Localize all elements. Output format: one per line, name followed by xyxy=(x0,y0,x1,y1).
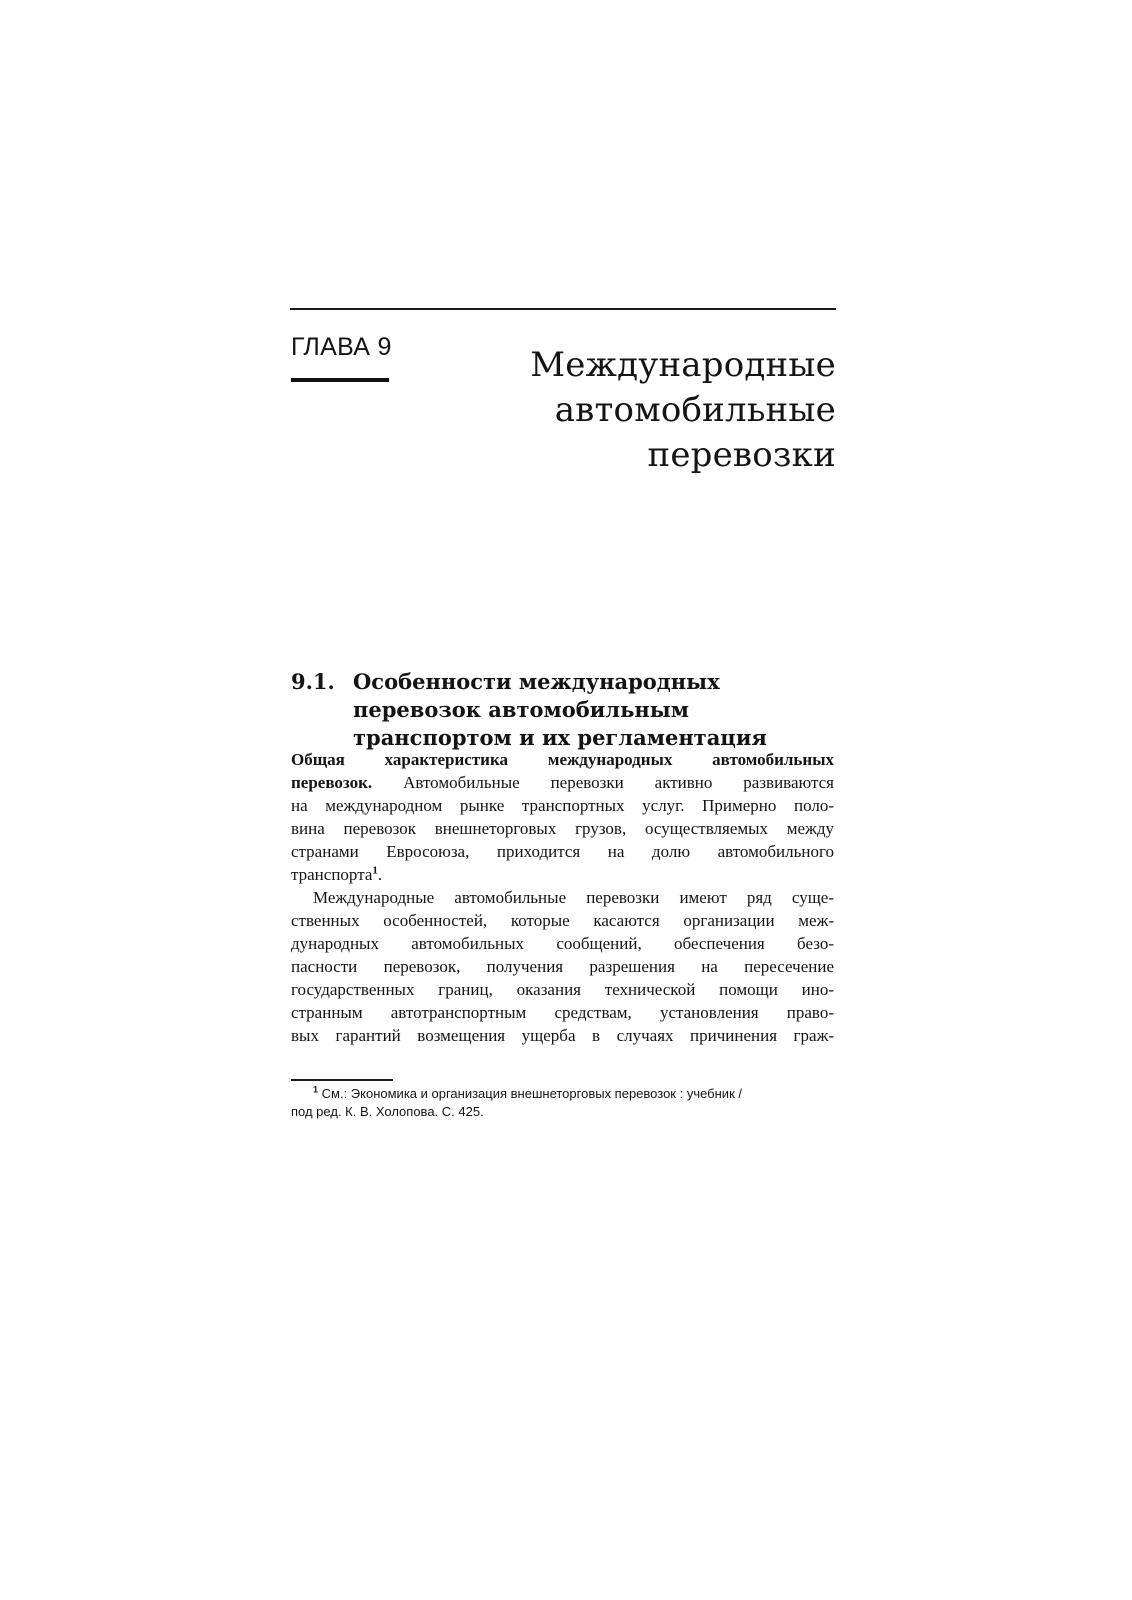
section-number: 9.1. xyxy=(291,669,335,694)
section-title-line: транспортом и их регламентация xyxy=(353,725,767,750)
footnote-marker: 1 xyxy=(313,1084,319,1095)
text-line: странным автотранспортным средствам, установления право- xyxy=(291,1003,834,1022)
chapter-label: ГЛАВА 9 xyxy=(291,333,392,361)
section-title-line: перевозок автомобильным xyxy=(353,697,690,722)
chapter-top-rule xyxy=(290,308,836,310)
text-fragment: транспорта xyxy=(291,865,373,884)
text-line xyxy=(291,748,834,771)
text-fragment: Автомобильные перевозки активно развиваются xyxy=(372,773,834,792)
text-line: вина перевозок внешнеторговых грузов, осуществляемых между xyxy=(291,819,834,838)
paragraph-1 xyxy=(291,748,834,886)
footnote-line xyxy=(291,1085,834,1103)
footnote xyxy=(291,1085,834,1121)
paragraph-2 xyxy=(291,886,834,1047)
section-title-line: Особенности международных xyxy=(353,669,720,694)
text-line xyxy=(291,771,834,794)
text-line: странами Евросоюза, приходится на долю автомобильного xyxy=(291,842,834,861)
chapter-title-line: Международные xyxy=(530,345,836,385)
text-line: Международные автомобильные перевозки имеют ряд суще- xyxy=(313,888,834,907)
footnote-rule xyxy=(291,1079,393,1081)
text-line: на международном рынке транспортных услуг. Примерно поло- xyxy=(291,796,834,815)
text-line: дународных автомобильных сообщений, обеспечения безо- xyxy=(291,934,834,953)
text-fragment: . xyxy=(377,865,383,884)
text-line: ственных особенностей, которые касаются организации меж- xyxy=(291,911,834,930)
footnote-text: См.: Экономика и организация внешнеторговых перевозок : учебник / xyxy=(321,1086,742,1101)
text-line: пасности перевозок, получения разрешения на пересечение xyxy=(291,957,834,976)
text-line xyxy=(291,863,834,886)
section-title xyxy=(353,668,823,752)
chapter-label-underline xyxy=(291,378,389,382)
chapter-title-line: автомобильные xyxy=(554,390,836,430)
footnote-line: под ред. К. В. Холопова. С. 425. xyxy=(291,1104,484,1119)
footnote-reference[interactable]: 1 xyxy=(372,864,378,877)
body-text xyxy=(291,748,834,1047)
run-in-heading-end: перевозок. xyxy=(291,773,373,792)
text-line: вых гарантий возмещения ущерба в случаях причинения граж- xyxy=(291,1026,834,1045)
run-in-heading: Общая характеристика международных автомобильных xyxy=(291,750,834,769)
chapter-title xyxy=(416,343,836,478)
text-line: государственных границ, оказания технической помощи ино- xyxy=(291,980,834,999)
chapter-title-line: перевозки xyxy=(647,435,836,475)
